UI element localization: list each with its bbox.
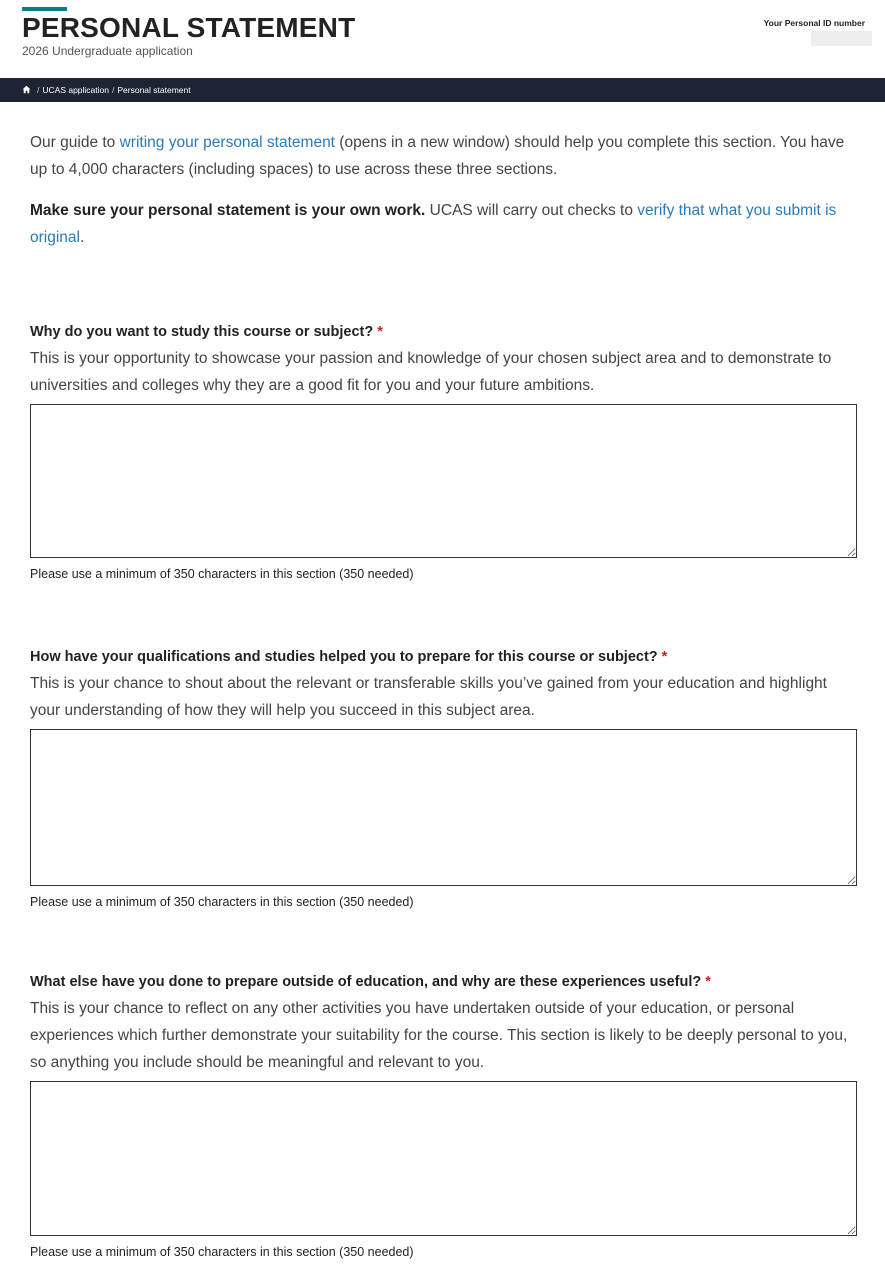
- breadcrumb-separator: /: [37, 85, 40, 95]
- intro-originality-paragraph: [30, 197, 855, 251]
- personal-id-label: Your Personal ID number: [763, 18, 865, 28]
- character-count-note: Please use a minimum of 350 characters in this section (350 needed): [30, 895, 414, 909]
- page-header: [0, 0, 885, 78]
- required-marker: *: [705, 974, 711, 990]
- intro-originality-end: .: [79, 229, 85, 246]
- why-study-answer-textarea[interactable]: [30, 404, 857, 558]
- verify-original-link[interactable]: verify that what you submit is original: [30, 202, 837, 246]
- question-section-qualifications: [30, 647, 857, 910]
- title-accent-bar: [22, 7, 67, 11]
- question-hint: This is your chance to shout about the relevant or transferable skills you’ve gained from your education and highlight your understanding of how they will help you succeed in this subject area.: [30, 675, 827, 719]
- question-text: Why do you want to study this course or subject?: [30, 324, 374, 340]
- question-hint: This is your opportunity to showcase your passion and knowledge of your chosen subject area and to demonstrate to universities and colleges why they are a good fit for you and your future ambitions.: [30, 350, 832, 394]
- page-title: PERSONAL STATEMENT: [22, 12, 356, 43]
- answer-box-wrapper: [30, 729, 857, 886]
- personal-id-value: [811, 31, 872, 46]
- answer-box-wrapper: [30, 404, 857, 558]
- breadcrumb-item-personal-statement: Personal statement: [117, 85, 191, 95]
- qualifications-answer-textarea[interactable]: [30, 729, 857, 886]
- outside-education-answer-textarea[interactable]: [30, 1081, 857, 1236]
- intro-guide-text-before: Our guide to: [30, 134, 120, 151]
- intro-guide-paragraph: [30, 129, 855, 183]
- question-label: [30, 322, 857, 342]
- question-hint: This is your chance to reflect on any other activities you have undertaken outside of your education, or personal experiences which further demonstrate your suitability for the course. This section is likely to be deeply personal to you, so anything you include should be meaningful and relevant to you.: [30, 1000, 848, 1071]
- home-icon: [22, 85, 31, 94]
- character-count-note: Please use a minimum of 350 characters in this section (350 needed): [30, 567, 414, 581]
- writing-personal-statement-link[interactable]: writing your personal statement: [119, 134, 335, 151]
- own-work-warning: Make sure your personal statement is your own work.: [30, 202, 426, 219]
- question-section-outside-education: [30, 972, 857, 1260]
- breadcrumb-separator: /: [112, 85, 115, 95]
- question-text: What else have you done to prepare outside of education, and why are these experiences useful?: [30, 974, 702, 990]
- page-subtitle: 2026 Undergraduate application: [22, 44, 193, 58]
- question-label: [30, 647, 857, 667]
- question-text: How have your qualifications and studies helped you to prepare for this course or subject?: [30, 649, 658, 665]
- intro-originality-text: UCAS will carry out checks to: [425, 202, 638, 219]
- answer-box-wrapper: [30, 1081, 857, 1236]
- question-label: [30, 972, 857, 992]
- required-marker: *: [661, 649, 668, 665]
- breadcrumb: [0, 78, 885, 102]
- character-count-note: Please use a minimum of 350 characters in this section (350 needed): [30, 1245, 414, 1259]
- required-marker: *: [377, 324, 383, 340]
- intro-guide-text-after: (opens in a new window) should help you complete this section. You have up to 4,000 characters (including spaces) to use across these three sections.: [30, 134, 845, 178]
- breadcrumb-home-link[interactable]: [22, 85, 34, 96]
- breadcrumb-item-ucas-application[interactable]: UCAS application: [42, 85, 109, 95]
- question-section-why-study: [30, 322, 857, 582]
